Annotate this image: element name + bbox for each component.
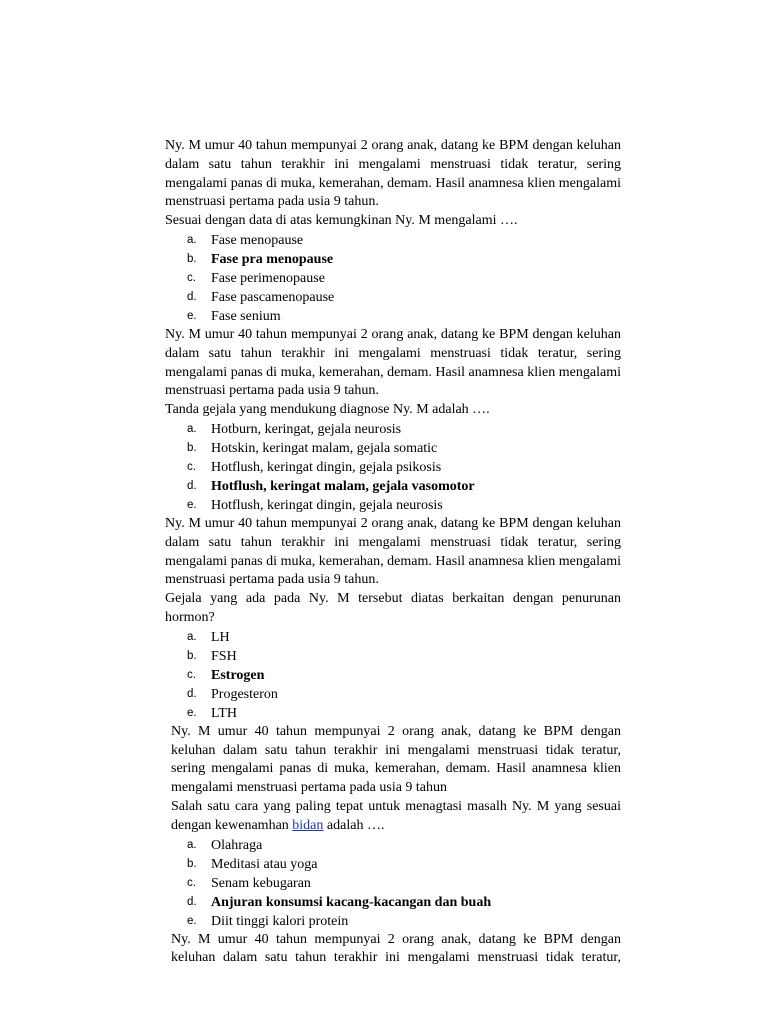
option-d-answer xyxy=(165,893,621,912)
option-letter: a. xyxy=(187,630,197,643)
option-text: Fase perimenopause xyxy=(211,270,325,286)
option-c xyxy=(165,458,621,477)
option-text: Meditasi atau yoga xyxy=(211,856,318,872)
option-d xyxy=(165,288,621,307)
option-b-answer xyxy=(165,250,621,269)
option-text: Anjuran konsumsi kacang-kacangan dan buah xyxy=(211,894,492,910)
option-b xyxy=(165,439,621,458)
option-text: Hotburn, keringat, gejala neurosis xyxy=(211,421,402,437)
option-text: Fase senium xyxy=(211,308,281,324)
option-letter: d. xyxy=(187,290,197,303)
question-prompt xyxy=(171,798,621,836)
option-letter: c. xyxy=(187,271,196,284)
option-b xyxy=(165,647,621,666)
option-text: Diit tinggi kalori protein xyxy=(211,913,349,929)
question-5 xyxy=(165,931,621,969)
question-prompt: Tanda gejala yang mendukung diagnose Ny. M adalah …. xyxy=(165,402,490,418)
option-list xyxy=(165,231,621,326)
option-d-answer xyxy=(165,477,621,496)
option-text: Progesteron xyxy=(211,686,278,702)
option-letter: e. xyxy=(187,498,197,511)
option-letter: e. xyxy=(187,309,197,322)
option-letter: d. xyxy=(187,895,197,908)
option-letter: b. xyxy=(187,649,197,662)
option-list xyxy=(165,628,621,723)
option-letter: d. xyxy=(187,687,197,700)
prompt-text-before: Salah satu cara yang paling tepat untuk menagtasi masalh Ny. M yang sesuai dengan kewenamhan xyxy=(171,798,621,833)
question-prompt: Sesuai dengan data di atas kemungkinan Ny. M mengalami …. xyxy=(165,213,518,229)
bidan-link[interactable]: bidan xyxy=(292,817,324,833)
question-stem: Ny. M umur 40 tahun mempunyai 2 orang anak, datang ke BPM dengan keluhan dalam satu tahun terakhir ini mengalami menstruasi tidak teratur, sering mengalami panas di muka, kemerahan, demam. Hasil anamnesa klien mengalami menstruasi pertama pada usia 9 tahun. xyxy=(165,326,621,399)
option-a xyxy=(165,836,621,855)
option-list xyxy=(165,836,621,931)
question-stem: Ny. M umur 40 tahun mempunyai 2 orang anak, datang ke BPM dengan keluhan dalam satu tahun terakhir ini mengalami menstruasi tidak teratur, sering mengalami panas di muka, kemerahan, demam. Hasil anamnesa klien mengalami menstruasi pertama pada usia 9 tahun. xyxy=(165,515,621,588)
option-text: LH xyxy=(211,629,230,645)
option-letter: c. xyxy=(187,876,196,889)
question-stem: Ny. M umur 40 tahun mempunyai 2 orang anak, datang ke BPM dengan keluhan dalam satu tahun terakhir ini mengalami menstruasi tidak teratur, sering mengalami panas di muka, kemerahan, demam. Hasil anamnesa klien mengalami menstruasi pertama pada usia 9 tahun xyxy=(171,723,621,796)
question-3 xyxy=(165,515,621,723)
option-letter: e. xyxy=(187,914,197,927)
option-text: Hotflush, keringat malam, gejala vasomotor xyxy=(211,478,475,494)
option-letter: a. xyxy=(187,838,197,851)
option-letter: d. xyxy=(187,479,197,492)
option-text: Estrogen xyxy=(211,667,265,683)
option-letter: a. xyxy=(187,422,197,435)
option-e xyxy=(165,307,621,326)
question-stem: Ny. M umur 40 tahun mempunyai 2 orang anak, datang ke BPM dengan keluhan dalam satu tahun terakhir ini mengalami menstruasi tidak teratur, xyxy=(171,931,621,966)
option-b xyxy=(165,855,621,874)
option-letter: c. xyxy=(187,668,196,681)
option-a xyxy=(165,420,621,439)
option-text: Fase pra menopause xyxy=(211,251,334,267)
option-e xyxy=(165,704,621,723)
option-text: LTH xyxy=(211,705,237,721)
option-e xyxy=(165,496,621,515)
option-letter: e. xyxy=(187,706,197,719)
option-text: Fase menopause xyxy=(211,232,304,248)
option-letter: b. xyxy=(187,857,197,870)
option-text: Hotskin, keringat malam, gejala somatic xyxy=(211,440,438,456)
option-text: Olahraga xyxy=(211,837,263,853)
question-4 xyxy=(165,723,621,931)
option-letter: c. xyxy=(187,460,196,473)
option-c xyxy=(165,874,621,893)
prompt-text-after: adalah …. xyxy=(323,817,385,833)
option-a xyxy=(165,231,621,250)
option-c-answer xyxy=(165,666,621,685)
question-list xyxy=(165,137,621,968)
option-e xyxy=(165,912,621,931)
question-stem: Ny. M umur 40 tahun mempunyai 2 orang anak, datang ke BPM dengan keluhan dalam satu tahun terakhir ini mengalami menstruasi tidak teratur, sering mengalami panas di muka, kemerahan, demam. Hasil anamnesa klien mengalami menstruasi pertama pada usia 9 tahun. xyxy=(165,138,621,210)
question-1 xyxy=(165,137,621,326)
question-prompt: Gejala yang ada pada Ny. M tersebut diatas berkaitan dengan penurunan hormon? xyxy=(165,591,621,625)
option-letter: a. xyxy=(187,233,197,246)
option-a xyxy=(165,628,621,647)
option-text: Hotflush, keringat dingin, gejala psikosis xyxy=(211,459,442,475)
option-list xyxy=(165,420,621,515)
option-letter: b. xyxy=(187,441,197,454)
option-text: Fase pascamenopause xyxy=(211,289,335,305)
question-2 xyxy=(165,326,621,515)
option-text: Senam kebugaran xyxy=(211,875,311,891)
option-letter: b. xyxy=(187,252,197,265)
option-text: Hotflush, keringat dingin, gejala neurosis xyxy=(211,497,443,513)
option-c xyxy=(165,269,621,288)
option-text: FSH xyxy=(211,648,237,664)
option-d xyxy=(165,685,621,704)
